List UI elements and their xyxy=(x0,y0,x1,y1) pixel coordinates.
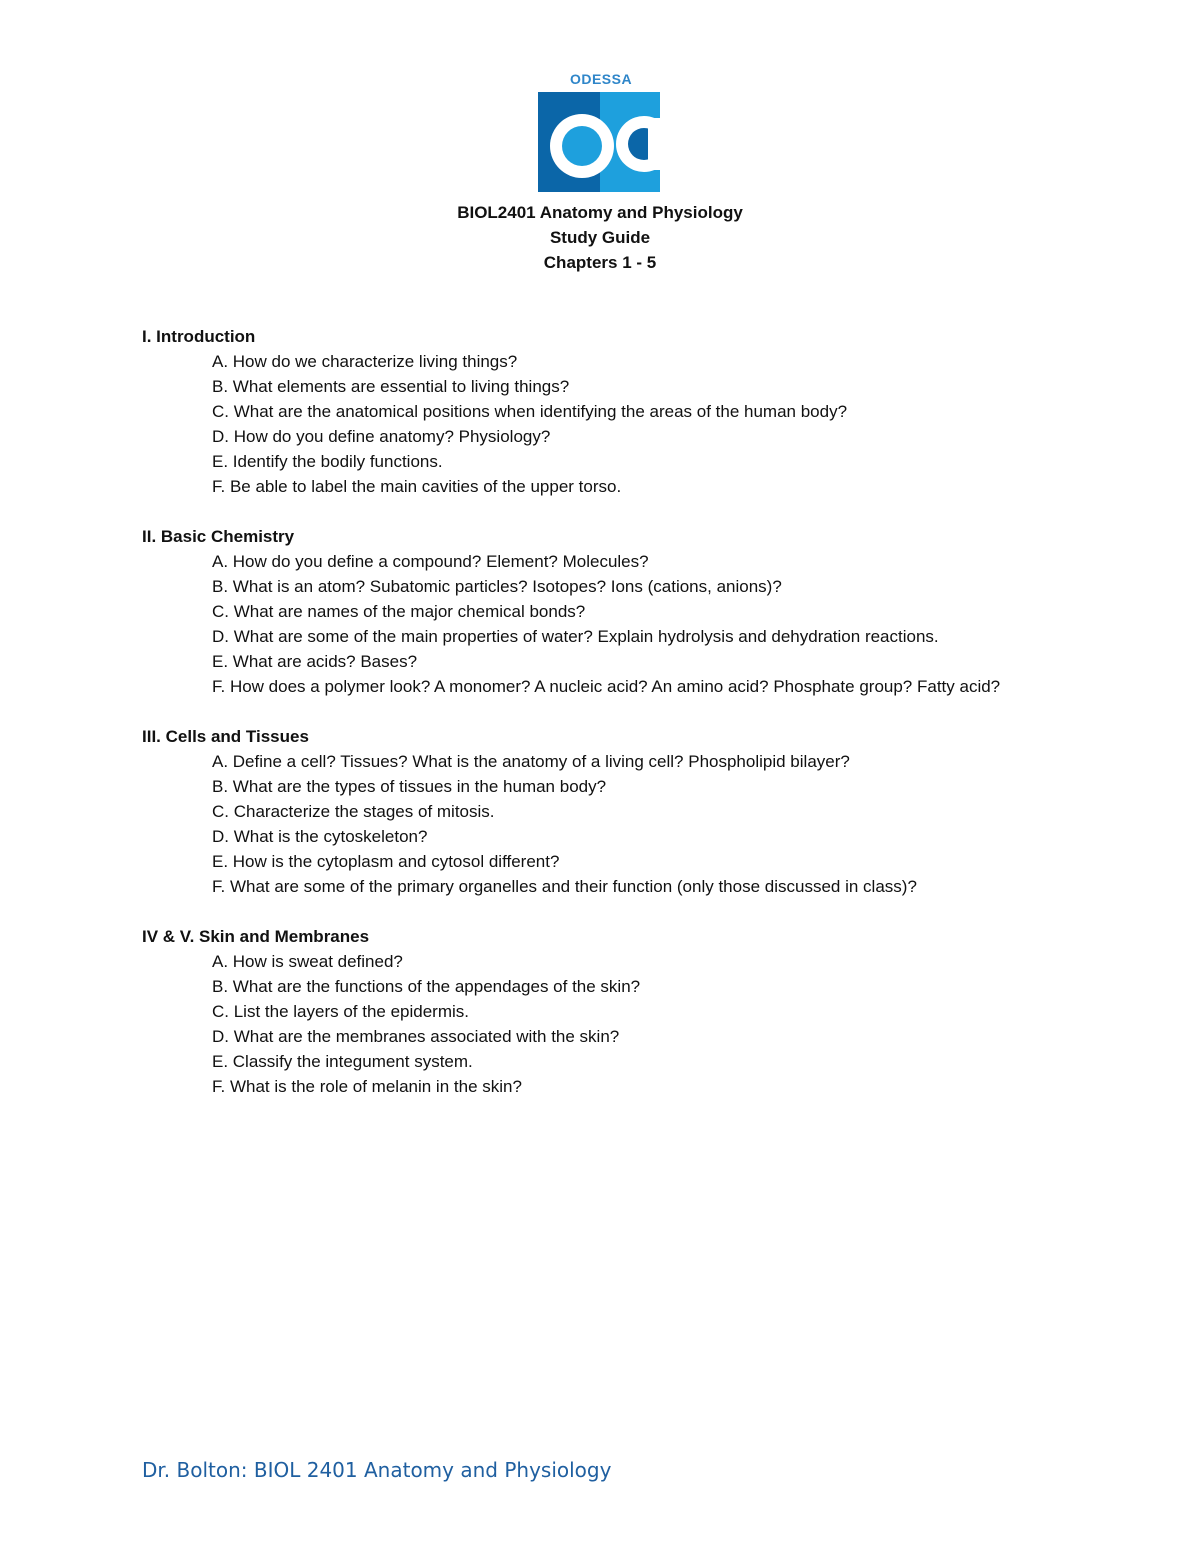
document-title-block xyxy=(0,200,1200,275)
question-item: B. What are the types of tissues in the human body? xyxy=(212,777,607,796)
section-basic-chemistry xyxy=(142,524,1042,699)
question-item: B. What is an atom? Subatomic particles? Isotopes? Ions (cations, anions)? xyxy=(212,577,782,596)
section-heading: IV & V. Skin and Membranes xyxy=(142,927,370,946)
question-item: D. What is the cytoskeleton? xyxy=(212,827,428,846)
logo-text: ODESSA xyxy=(569,71,633,87)
question-item: D. How do you define anatomy? Physiology? xyxy=(212,427,551,446)
question-item: A. Define a cell? Tissues? What is the anatomy of a living cell? Phospholipid bilayer? xyxy=(212,752,850,771)
question-item: F. What are some of the primary organelles and their function (only those discussed in class)? xyxy=(212,877,917,896)
question-item: C. What are names of the major chemical bonds? xyxy=(212,602,586,621)
question-item: F. How does a polymer look? A monomer? A nucleic acid? An amino acid? Phosphate group? Fatty acid? xyxy=(212,677,1001,696)
question-list xyxy=(142,749,1042,899)
section-skin-and-membranes xyxy=(142,924,1042,1099)
question-item: A. How is sweat defined? xyxy=(212,952,403,971)
question-item: E. Identify the bodily functions. xyxy=(212,452,443,471)
study-guide-title: Study Guide xyxy=(549,228,651,247)
section-heading: I. Introduction xyxy=(142,327,256,346)
study-guide-content xyxy=(142,324,1042,1124)
question-list xyxy=(142,949,1042,1099)
question-item: C. List the layers of the epidermis. xyxy=(212,1002,470,1021)
question-item: D. What are the membranes associated with the skin? xyxy=(212,1027,620,1046)
question-item: E. What are acids? Bases? xyxy=(212,652,418,671)
question-list xyxy=(142,349,1042,499)
question-item: A. How do we characterize living things? xyxy=(212,352,518,371)
course-title: BIOL2401 Anatomy and Physiology xyxy=(457,203,743,222)
question-item: B. What are the functions of the appendages of the skin? xyxy=(212,977,641,996)
question-item: A. How do you define a compound? Element? Molecules? xyxy=(212,552,649,571)
page-footer: Dr. Bolton: BIOL 2401 Anatomy and Physiology xyxy=(142,1458,612,1482)
section-heading: II. Basic Chemistry xyxy=(142,527,295,546)
oc-logo-mark xyxy=(536,92,666,194)
question-item: F. Be able to label the main cavities of the upper torso. xyxy=(212,477,622,496)
section-introduction xyxy=(142,324,1042,499)
section-cells-and-tissues xyxy=(142,724,1042,899)
question-item: E. Classify the integument system. xyxy=(212,1052,473,1071)
question-list xyxy=(142,549,1042,699)
question-item: E. How is the cytoplasm and cytosol different? xyxy=(212,852,560,871)
odessa-college-logo xyxy=(536,70,666,194)
question-item: C. Characterize the stages of mitosis. xyxy=(212,802,495,821)
question-item: D. What are some of the main properties of water? Explain hydrolysis and dehydration reactions. xyxy=(212,627,939,646)
section-heading: III. Cells and Tissues xyxy=(142,727,309,746)
question-item: C. What are the anatomical positions when identifying the areas of the human body? xyxy=(212,402,848,421)
question-item: F. What is the role of melanin in the skin? xyxy=(212,1077,522,1096)
question-item: B. What elements are essential to living things? xyxy=(212,377,570,396)
chapters-range: Chapters 1 - 5 xyxy=(543,253,657,272)
